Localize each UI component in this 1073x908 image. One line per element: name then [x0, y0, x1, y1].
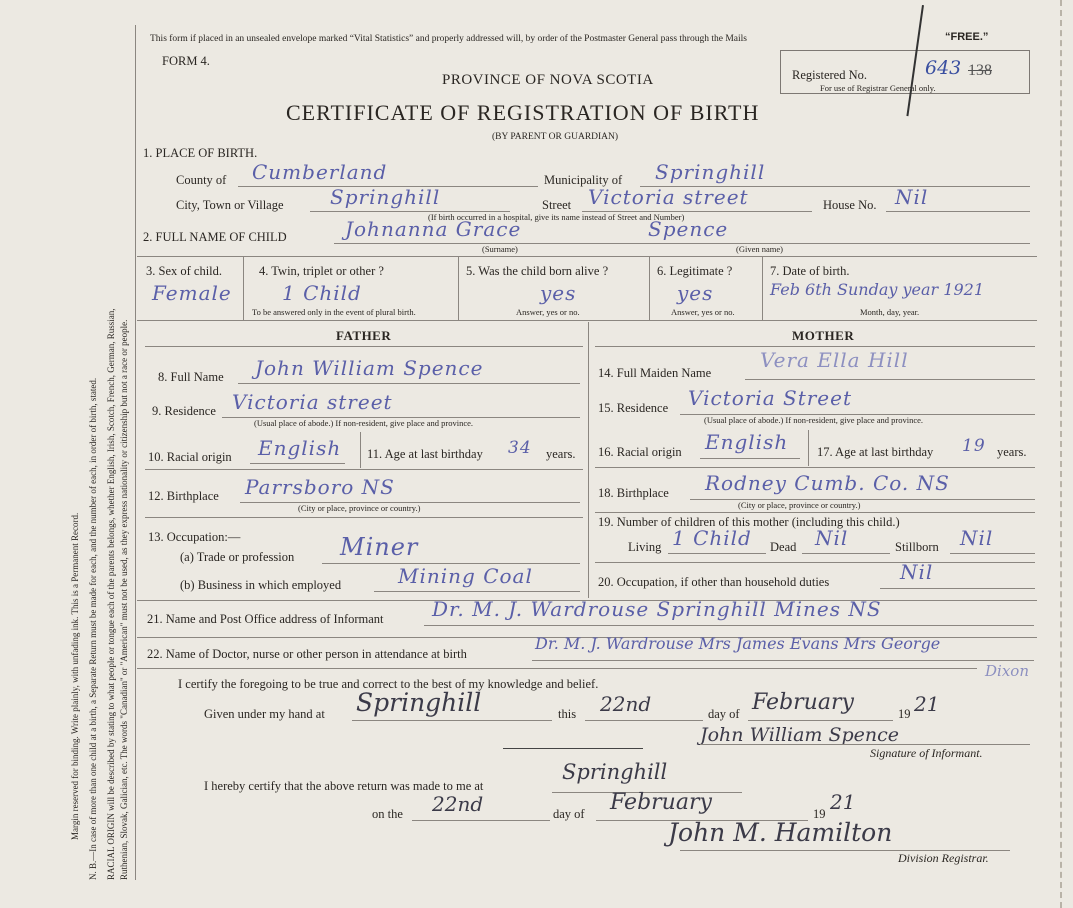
stillborn-value: Nil	[960, 526, 994, 550]
county-label: County of	[176, 173, 227, 187]
sex-value: Female	[152, 281, 232, 305]
this-label: this	[558, 707, 577, 721]
form-number: FORM 4.	[162, 54, 210, 68]
postal-note: This form if placed in an unsealed envelope marked “Vital Statistics” and properly addressed will, by order of the Postmaster General pass through the Mails	[150, 34, 747, 44]
mother-children-label: 19. Number of children of this mother (including this child.)	[598, 515, 900, 529]
mother-racial-label: 16. Racial origin	[598, 445, 682, 459]
sex-label: 3. Sex of child.	[146, 264, 223, 278]
city-label: City, Town or Village	[176, 198, 284, 212]
return-day-of-label: day of	[553, 807, 585, 821]
living-value: 1 Child	[672, 526, 752, 550]
father-age-label: 11. Age at last birthday	[367, 447, 483, 461]
registered-no-value: 643	[925, 57, 962, 79]
street-label: Street	[542, 198, 572, 212]
alive-label: 5. Was the child born alive ?	[466, 264, 609, 278]
legitimate-label: 6. Legitimate ?	[657, 264, 733, 278]
mother-residence-label: 15. Residence	[598, 401, 669, 415]
city-value: Springhill	[330, 185, 441, 209]
informant-value: Dr. M. J. Wardrouse Springhill Mines NS	[432, 597, 882, 621]
father-occupation-label: 13. Occupation:—	[148, 530, 241, 544]
informant-signature: John William Spence	[700, 724, 899, 746]
legitimate-note: Answer, yes or no.	[671, 307, 735, 317]
father-trade-label: (a) Trade or profession	[180, 550, 295, 564]
stillborn-label: Stillborn	[895, 540, 939, 554]
mother-birthplace-label: 18. Birthplace	[598, 486, 669, 500]
margin-rule	[135, 25, 136, 880]
attendant-value: Dr. M. J. Wardrouse Mrs James Evans Mrs George	[535, 634, 941, 653]
return-place-value: Springhill	[562, 760, 668, 784]
registrar-signature: John M. Hamilton	[668, 818, 893, 847]
surname-note: (Surname)	[482, 244, 518, 254]
dead-label: Dead	[770, 540, 797, 554]
margin-note-racial-origin: RACIAL ORIGIN will be described by stating to what people or tongue each of the parents belongs, whether English, Irish, Scotch, French, German, Russian,	[106, 308, 116, 880]
child-surname-value: Spence	[648, 217, 729, 241]
given-place-value: Springhill	[356, 688, 482, 717]
mother-birthplace-value: Rodney Cumb. Co. NS	[705, 471, 950, 495]
twin-value: 1 Child	[282, 281, 362, 305]
certificate-title: CERTIFICATE OF REGISTRATION OF BIRTH	[286, 100, 760, 125]
place-of-birth-heading: 1. PLACE OF BIRTH.	[143, 146, 258, 160]
father-name-value: John William Spence	[255, 356, 484, 380]
alive-value: yes	[540, 281, 577, 305]
mother-name-value: Vera Ella Hill	[760, 348, 909, 372]
house-no-label: House No.	[823, 198, 877, 212]
return-month-value: February	[610, 790, 712, 815]
twin-label: 4. Twin, triplet or other ?	[259, 264, 384, 278]
return-day-value: 22nd	[432, 792, 484, 816]
mother-birthplace-note: (City or place, province or country.)	[738, 500, 861, 510]
house-no-value: Nil	[895, 185, 929, 209]
date-of-birth-note: Month, day, year.	[860, 307, 920, 317]
date-of-birth-value: Feb 6th Sunday year 1921	[770, 280, 984, 299]
margin-note-racial-origin-cont: Ruthenian, Slovak, Galician, etc. The words "Canadian" or "American" must not be used, as they express nationality or citizenship but not a race or people.	[119, 319, 129, 880]
father-age-value: 34	[508, 438, 532, 458]
child-given-name-value: Johnanna Grace	[345, 217, 522, 241]
alive-note: Answer, yes or no.	[516, 307, 580, 317]
father-birthplace-label: 12. Birthplace	[148, 489, 219, 503]
free-label: “FREE.”	[945, 31, 989, 43]
mother-racial-value: English	[705, 430, 789, 454]
hospital-note: (If birth occurred in a hospital, give its name instead of Street and Number)	[428, 212, 685, 222]
mother-heading: MOTHER	[792, 328, 855, 343]
mother-age-label: 17. Age at last birthday	[817, 445, 934, 459]
child-name-label: 2. FULL NAME OF CHILD	[143, 230, 287, 244]
perforation-edge	[1060, 0, 1062, 908]
municipality-value: Springhill	[655, 160, 766, 184]
return-year-prefix: 19	[813, 807, 826, 821]
father-birthplace-note: (City or place, province or country.)	[298, 503, 421, 513]
legitimate-value: yes	[677, 281, 714, 305]
informant-signature-caption: Signature of Informant.	[870, 746, 983, 760]
certify-statement: I certify the foregoing to be true and correct to the best of my knowledge and belief.	[178, 677, 599, 691]
father-business-label: (b) Business in which employed	[180, 578, 342, 592]
return-made-label: I hereby certify that the above return was made to me at	[204, 779, 484, 793]
registrar-general-note: For use of Registrar General only.	[820, 83, 936, 93]
mother-age-value: 19	[962, 436, 986, 456]
attendant-label: 22. Name of Doctor, nurse or other person in attendance at birth	[147, 647, 467, 661]
father-racial-label: 10. Racial origin	[148, 450, 232, 464]
mother-name-label: 14. Full Maiden Name	[598, 366, 712, 380]
given-under-label: Given under my hand at	[204, 707, 325, 721]
given-name-note: (Given name)	[736, 244, 783, 254]
on-the-label: on the	[372, 807, 403, 821]
mother-age-unit: years.	[997, 445, 1027, 459]
father-name-label: 8. Full Name	[158, 370, 224, 384]
living-label: Living	[628, 540, 662, 554]
registered-no-struck: 138	[968, 62, 992, 79]
mother-occupation-label: 20. Occupation, if other than household duties	[598, 575, 830, 589]
province-heading: PROVINCE OF NOVA SCOTIA	[442, 72, 654, 88]
father-birthplace-value: Parrsboro NS	[245, 475, 395, 499]
county-value: Cumberland	[252, 160, 388, 184]
registered-no-label: Registered No.	[792, 68, 867, 82]
father-residence-label: 9. Residence	[152, 404, 216, 418]
father-age-unit: years.	[546, 447, 576, 461]
twin-note: To be answered only in the event of plural birth.	[252, 307, 416, 317]
mother-residence-value: Victoria Street	[688, 386, 853, 410]
given-year-prefix: 19	[898, 707, 911, 721]
father-trade-value: Miner	[340, 533, 419, 561]
street-value: Victoria street	[588, 185, 749, 209]
father-residence-value: Victoria street	[232, 390, 393, 414]
given-year-value: 21	[914, 692, 940, 716]
informant-label: 21. Name and Post Office address of Informant	[147, 612, 384, 626]
margin-note-multiple-births: N. B.—In case of more than one child at a birth, a Separate Return must be made for each, and the number of each, in order of birth, stated.	[88, 377, 98, 880]
father-business-value: Mining Coal	[398, 564, 533, 588]
date-of-birth-label: 7. Date of birth.	[770, 264, 850, 278]
margin-note-binding: Margin reserved for binding. Write plainly, with unfading ink. This is a Permanent Record.	[70, 512, 80, 840]
mother-occupation-value: Nil	[900, 560, 934, 584]
dead-value: Nil	[815, 526, 849, 550]
mother-residence-note: (Usual place of abode.) If non-resident, give place and province.	[704, 415, 924, 425]
given-month-value: February	[752, 690, 854, 715]
municipality-label: Municipality of	[544, 173, 623, 187]
given-day-value: 22nd	[600, 692, 652, 716]
father-residence-note: (Usual place of abode.) If non-resident, give place and province.	[254, 418, 474, 428]
certificate-subtitle: (BY PARENT OR GUARDIAN)	[492, 132, 619, 142]
registrar-signature-caption: Division Registrar.	[898, 851, 989, 865]
given-day-of-label: day of	[708, 707, 740, 721]
father-heading: FATHER	[336, 328, 392, 343]
return-year-value: 21	[830, 790, 856, 814]
attendant-value-cont: Dixon	[985, 662, 1029, 680]
father-racial-value: English	[258, 436, 342, 460]
